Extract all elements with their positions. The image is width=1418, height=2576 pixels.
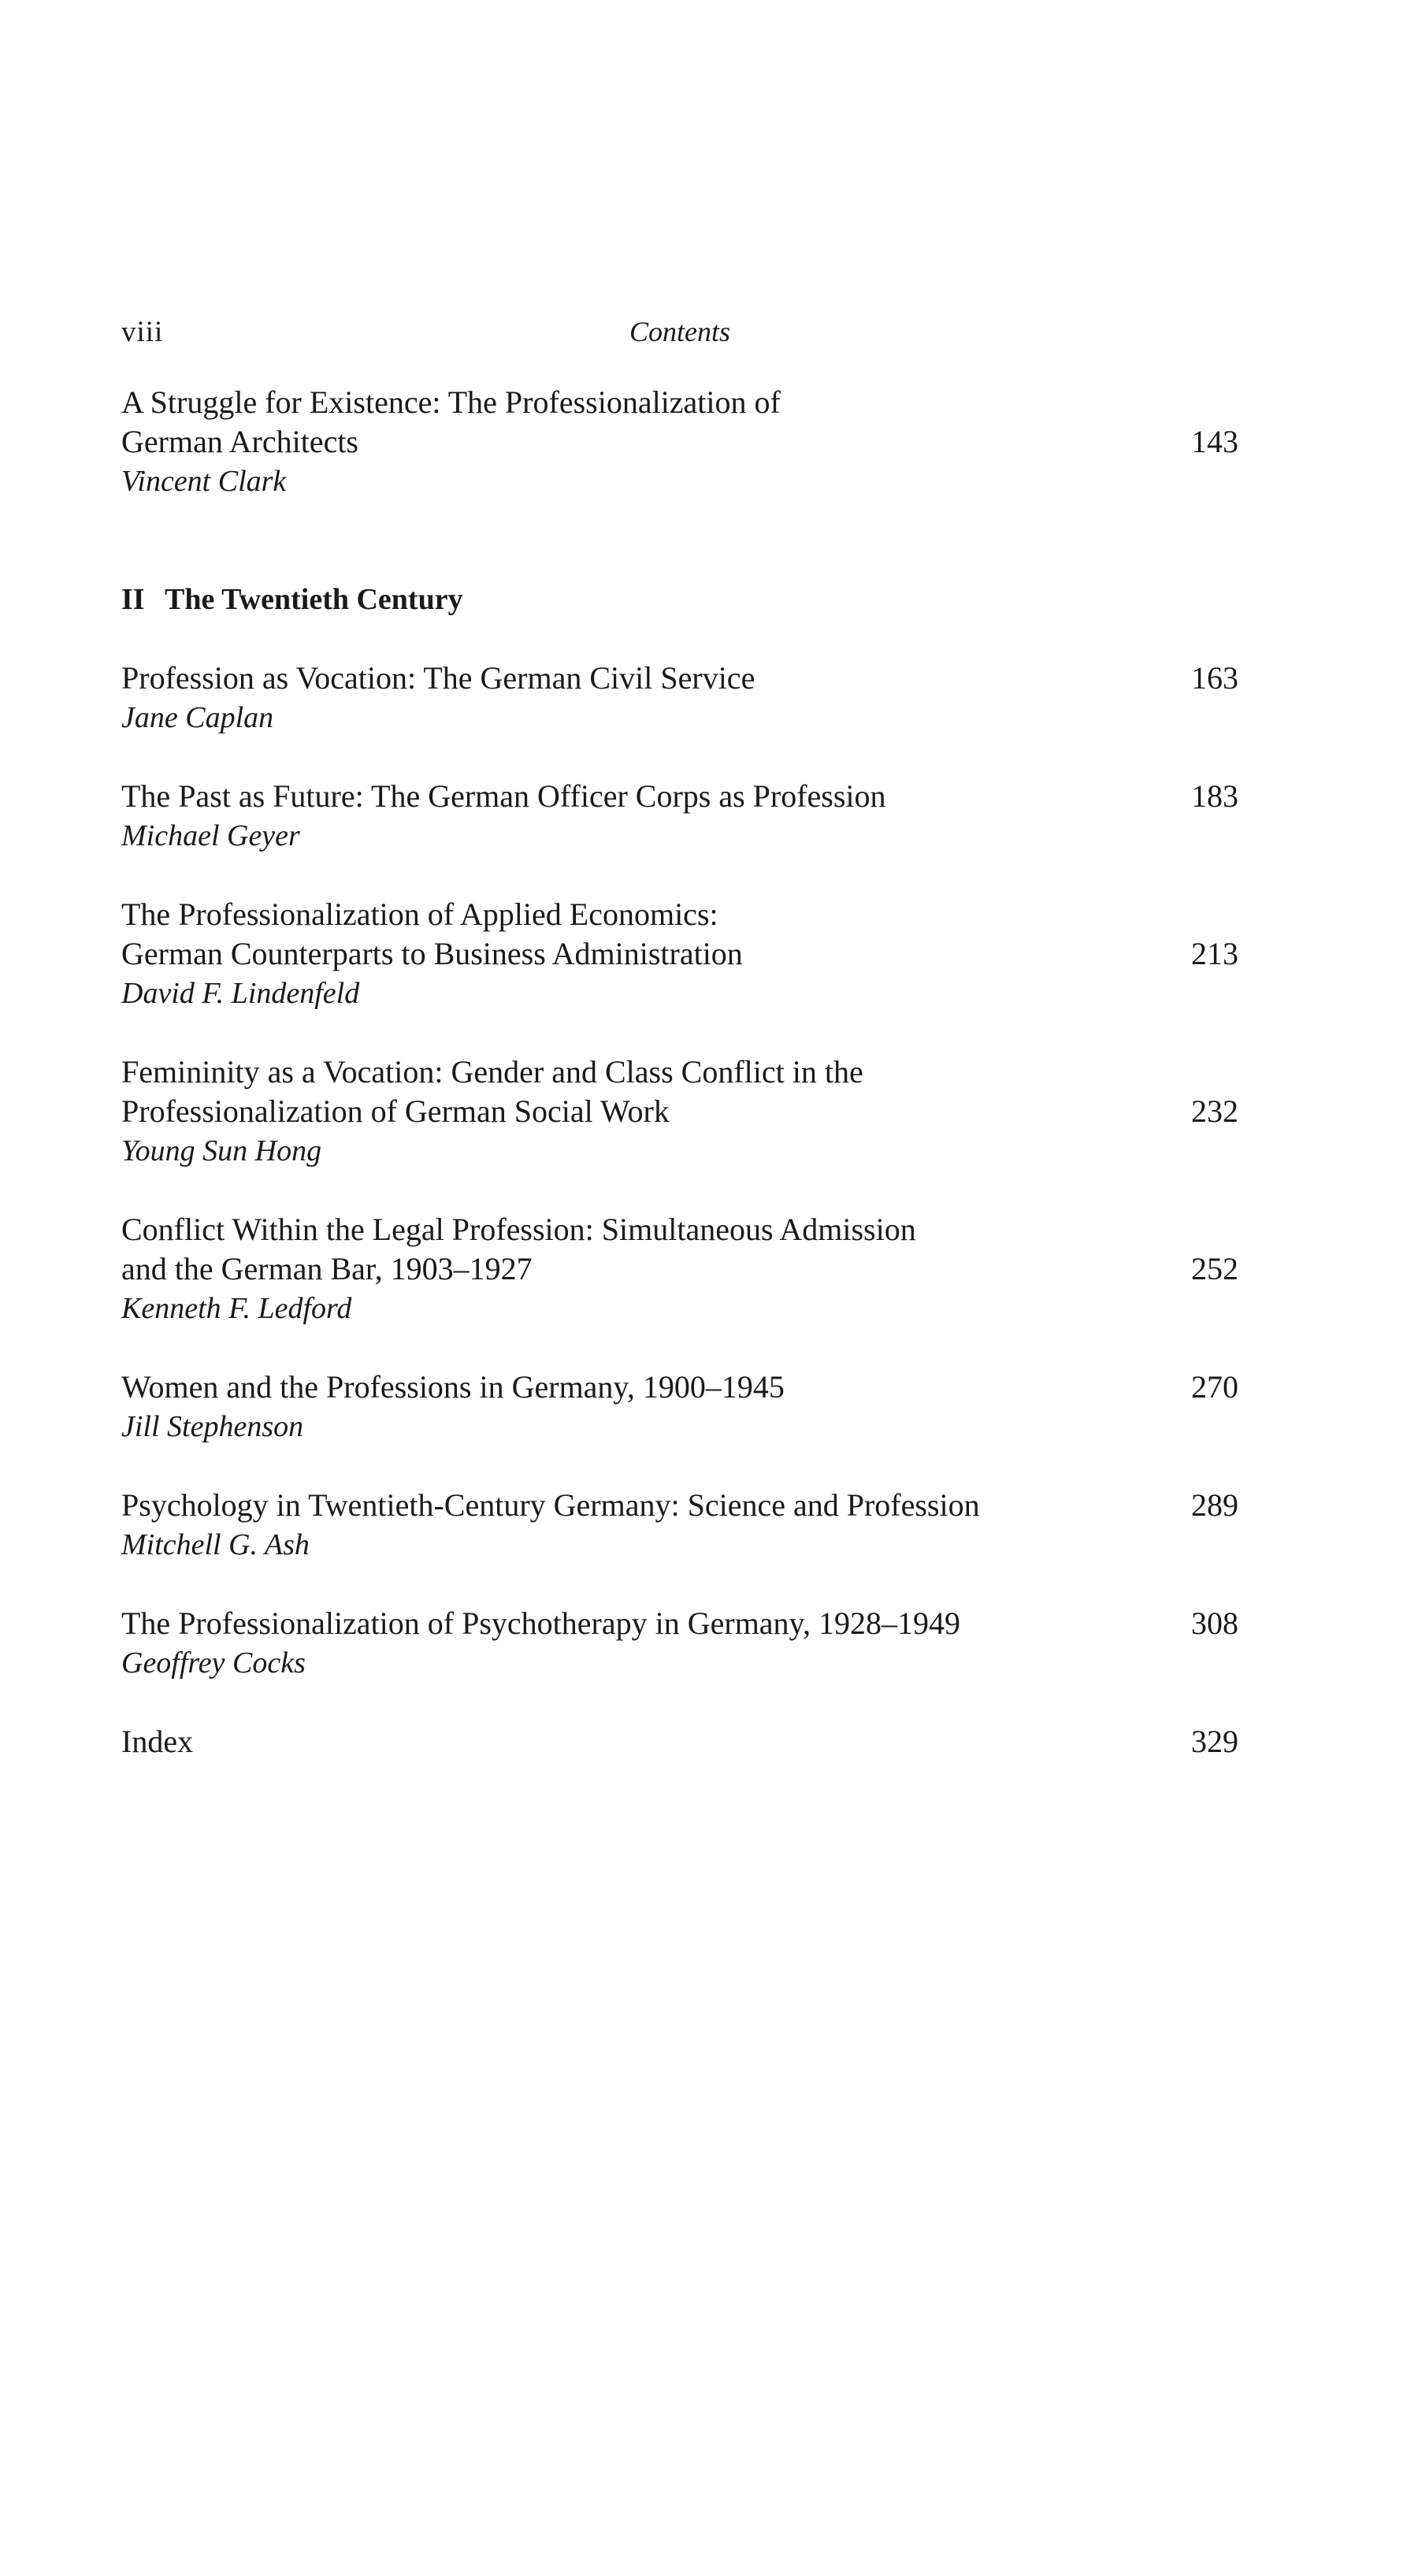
entry-title-line: The Past as Future: The German Officer Corps as Profession bbox=[121, 778, 886, 814]
page-folio: viii bbox=[121, 316, 164, 348]
index-page-number: 329 bbox=[1191, 1724, 1238, 1759]
entry-title-line: Women and the Professions in Germany, 1900–1945 bbox=[121, 1369, 785, 1405]
contents-entry bbox=[121, 1210, 1238, 1328]
contents-entry bbox=[121, 895, 1238, 1013]
entry-title-line: The Professionalization of Applied Economics: bbox=[121, 896, 718, 932]
entry-page-number: 143 bbox=[1191, 424, 1238, 459]
running-head bbox=[121, 315, 1238, 354]
section-title: The Twentieth Century bbox=[165, 583, 463, 616]
running-title: Contents bbox=[629, 316, 730, 347]
entry-page-number: 213 bbox=[1191, 936, 1238, 971]
entry-author: Young Sun Hong bbox=[121, 1134, 322, 1167]
entry-title-line: The Professionalization of Psychotherapy in Germany, 1928–1949 bbox=[121, 1605, 960, 1641]
contents-entry bbox=[121, 1368, 1238, 1446]
contents-entry bbox=[121, 383, 1238, 501]
index-label: Index bbox=[121, 1724, 194, 1759]
entry-author: Vincent Clark bbox=[121, 465, 287, 498]
entry-page-number: 163 bbox=[1191, 660, 1238, 696]
entry-title-line: A Struggle for Existence: The Professionalization of bbox=[121, 384, 781, 420]
entry-author: Mitchell G. Ash bbox=[121, 1528, 310, 1561]
entry-title-line: German Architects bbox=[121, 424, 358, 459]
entry-page-number: 289 bbox=[1191, 1487, 1238, 1523]
entry-page-number: 308 bbox=[1191, 1605, 1238, 1641]
section-number: II bbox=[121, 583, 145, 616]
contents-entry bbox=[121, 1052, 1238, 1171]
entry-page-number: 270 bbox=[1191, 1369, 1238, 1405]
contents-list bbox=[121, 383, 1238, 1761]
contents-entry bbox=[121, 1604, 1238, 1683]
entry-title-line: German Counterparts to Business Administration bbox=[121, 936, 743, 971]
index-entry bbox=[121, 1722, 1238, 1761]
contents-entry bbox=[121, 659, 1238, 737]
contents-entry bbox=[121, 1486, 1238, 1565]
section-heading bbox=[121, 580, 1238, 619]
entry-title-line: and the German Bar, 1903–1927 bbox=[121, 1251, 533, 1286]
entry-page-number: 232 bbox=[1191, 1093, 1238, 1129]
entry-title-line: Professionalization of German Social Work bbox=[121, 1093, 670, 1129]
entry-title-line: Psychology in Twentieth-Century Germany: Science and Profession bbox=[121, 1487, 980, 1523]
contents-entry bbox=[121, 777, 1238, 856]
entry-author: Jill Stephenson bbox=[121, 1410, 304, 1443]
entry-author: Michael Geyer bbox=[121, 819, 300, 852]
entry-title-line: Conflict Within the Legal Profession: Simultaneous Admission bbox=[121, 1212, 916, 1247]
entry-author: David F. Lindenfeld bbox=[121, 977, 360, 1010]
entry-title-line: Femininity as a Vocation: Gender and Class Conflict in the bbox=[121, 1054, 863, 1089]
entry-author: Jane Caplan bbox=[121, 701, 274, 734]
entry-title-line: Profession as Vocation: The German Civil Service bbox=[121, 660, 755, 696]
entry-page-number: 183 bbox=[1191, 778, 1238, 814]
entry-author: Kenneth F. Ledford bbox=[121, 1292, 352, 1325]
entry-page-number: 252 bbox=[1191, 1251, 1238, 1286]
entry-author: Geoffrey Cocks bbox=[121, 1646, 306, 1680]
